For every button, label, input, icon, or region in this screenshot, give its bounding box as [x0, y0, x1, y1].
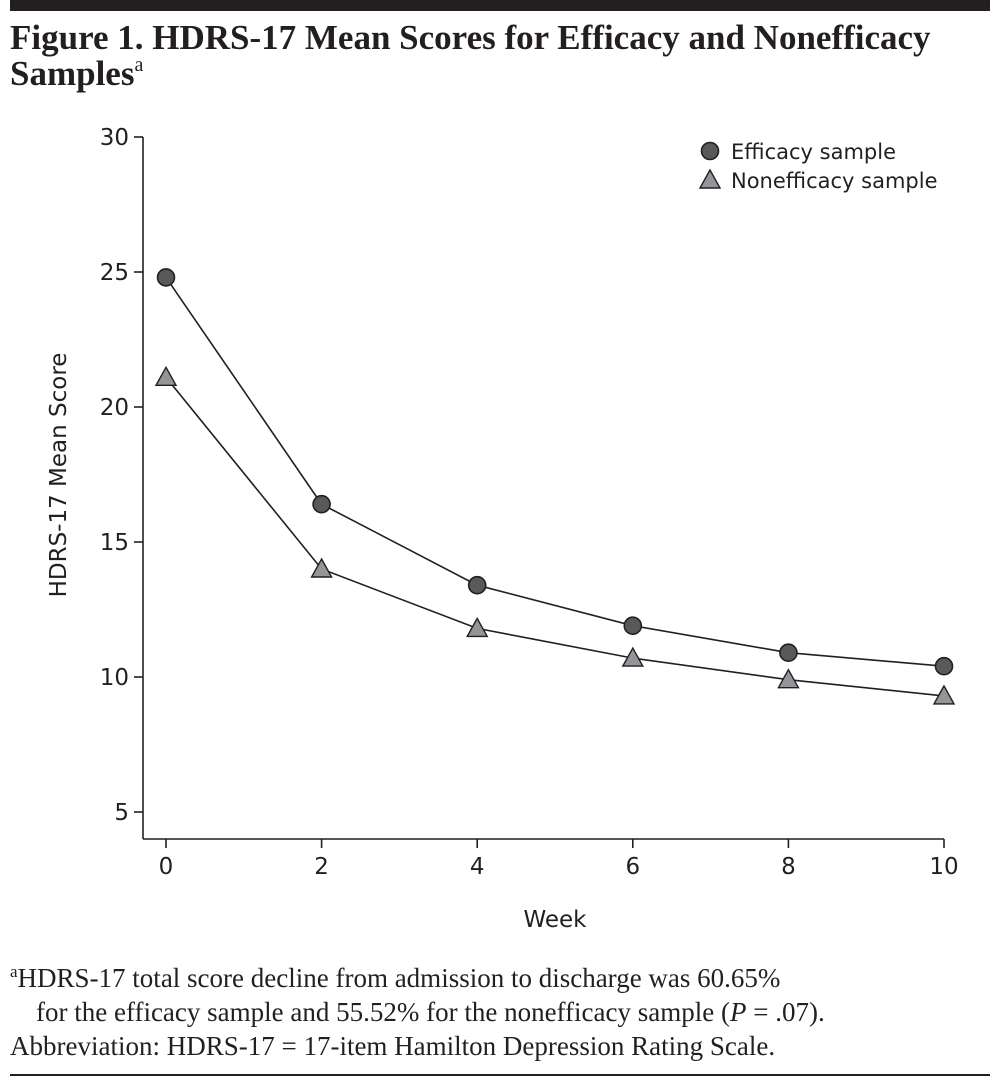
legend-efficacy-label: Efficacy sample: [731, 140, 896, 164]
chart-legend: [700, 140, 938, 193]
x-tick-label: 4: [469, 854, 485, 880]
nonefficacy-series-line: [166, 377, 944, 696]
footnote-text-2a: for the efficacy sample and 55.52% for the nonefficacy sample (: [36, 997, 730, 1027]
x-tick-label: 2: [314, 854, 329, 880]
y-tick-label: 25: [99, 260, 129, 286]
abbreviation-note: [10, 1030, 990, 1063]
abbreviation-text: Abbreviation: HDRS-17 = 17-item Hamilton Depression Rating Scale.: [10, 1031, 776, 1061]
footnote-text-2b: = .07).: [746, 997, 825, 1027]
efficacy-series-line: [166, 277, 944, 666]
chart-ticks: [100, 125, 959, 880]
chart-series-lines: [166, 277, 944, 696]
efficacy-point: [469, 577, 486, 594]
x-tick-label: 8: [781, 854, 796, 880]
x-axis-label: Week: [523, 907, 587, 933]
efficacy-point: [624, 617, 641, 634]
y-axis-label: HDRS-17 Mean Score: [46, 352, 72, 598]
efficacy-point: [313, 496, 330, 513]
x-tick-label: 0: [158, 854, 174, 880]
nonefficacy-point: [156, 367, 176, 385]
y-tick-label: 5: [114, 800, 129, 826]
efficacy-point: [780, 644, 797, 661]
title-footnote-mark: a: [134, 54, 144, 76]
bottom-rule: [10, 1074, 990, 1076]
footnote-text-1: HDRS-17 total score decline from admission to discharge was 60.65%: [17, 963, 781, 993]
efficacy-point: [158, 269, 175, 286]
nonefficacy-point: [312, 559, 332, 577]
efficacy-point: [936, 658, 953, 675]
x-tick-label: 10: [929, 854, 959, 880]
footnote-line-1: [10, 962, 990, 995]
chart-axes: [143, 137, 944, 839]
y-tick-label: 30: [99, 125, 129, 151]
footnote-p-symbol: P: [729, 997, 747, 1027]
y-tick-label: 15: [99, 530, 129, 556]
footnote-mark: a: [10, 962, 18, 981]
x-tick-label: 6: [625, 854, 641, 880]
chart-markers: [156, 269, 954, 704]
legend-efficacy-marker: [702, 143, 719, 160]
footnote-line-2: [10, 996, 990, 1029]
figure-title-text: Figure 1. HDRS-17 Mean Scores for Efficacy and Nonefficacy Samples: [10, 18, 931, 93]
legend-nonefficacy-label: Nonefficacy sample: [731, 169, 938, 193]
y-tick-label: 10: [99, 665, 129, 691]
nonefficacy-point: [467, 618, 487, 636]
legend-nonefficacy-marker: [700, 170, 720, 188]
y-tick-label: 20: [99, 395, 129, 421]
